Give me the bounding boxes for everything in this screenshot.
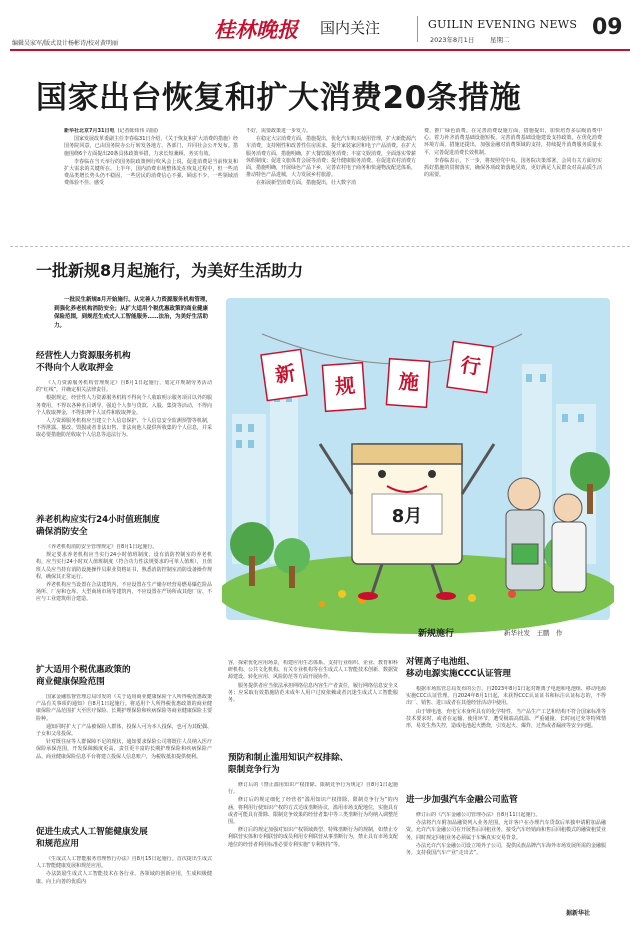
middle-column-text bbox=[228, 660, 398, 750]
banner-char-4: 行 bbox=[459, 352, 483, 380]
section-heading-7-line1: 进一步加强汽车金融公司监管 bbox=[406, 795, 518, 805]
section-body-4-p0: 《生成式人工智能服务管理暂行办法》自8月15日起施行。首次提出生成式人工智能健康发展和规范应用。 bbox=[36, 856, 212, 870]
section-heading-6 bbox=[406, 656, 606, 680]
section-body-1-p2: 人力资源服务机构应当建立个人信息保护、个人信息安全监测预警等机制，不得泄露、篡改、毁损或者非法出售、非法向他人提供所收集的个人信息，并采取必要措施防范收取个人信息等违法行为。 bbox=[36, 418, 212, 439]
section-name: 国内关注 bbox=[320, 19, 381, 37]
editors-line: 编辑吴家军/版式设计杨彬诗/校对黄明丽 bbox=[12, 40, 119, 47]
middle-column-p1: 服务提供者应当依法承担网络信息内容生产者责任，履行网络信息安全义务；应采取有效措施防范未成年人用户过度依赖或者沉迷生成式人工智能服务。 bbox=[228, 682, 398, 704]
section-heading-4 bbox=[36, 826, 216, 850]
article1-col3 bbox=[424, 128, 602, 240]
section-body-7-p2: 办法允许汽车金融公司设立境外子公司，提供民族品牌汽车海外市场发展所需的金融服务，支持我国汽车产业“走出去”。 bbox=[406, 842, 606, 857]
section-heading-2-line2: 确保消防安全 bbox=[36, 527, 88, 537]
section-heading-1-line2: 不得向个人收取押金 bbox=[36, 363, 114, 373]
article1-col2-p0: 不好，需要政策进一步发力。 bbox=[246, 128, 312, 134]
section-body-6 bbox=[406, 686, 606, 792]
section-heading-5 bbox=[228, 752, 404, 776]
section-heading-3-line1: 扩大适用个税优惠政策的 bbox=[36, 665, 131, 675]
section-body-6-p1: 由于锂电池、充电宝本身所具有的化学特性，当产品生产工艺和结构不符合国家标准等技术要求时，或者在运输、使用环节，遭受极端高低温、严重碰撞、长时间过充等特殊情形，易发生热失控，造成电池起火燃烧，引发起火、爆炸，过热或者漏液等安全问题。 bbox=[406, 708, 606, 730]
section-body-3-p0: 国家金融监督管理总局印发的《关于适用商业健康保险个人所得税优惠政策产品有关事项的通知》自8月1日起施行。将适用个人所得税优惠政策的商业健康保险产品范围扩大至医疗保险、长期护理保险和疾病保险等商业健康保险主要险种。 bbox=[36, 694, 212, 722]
illustration bbox=[222, 294, 614, 649]
section-body-1-p0: 《人力资源服务机构管理规定》自8月1日起施行，划定并规制劳务活动的“红线”，并确定相关法律责任。 bbox=[36, 380, 212, 394]
section-body-2-p2: 养老机构应当设置在合法建筑内，不应设置在生产储存经营易燃易爆危险品场所、厂房和仓库、大型商场市场等建筑内，不应设置在严场所或其他厂房、不应与工业建筑组合建造。 bbox=[36, 582, 212, 603]
section-heading-7 bbox=[406, 794, 606, 806]
issue-date: 2023年8月1日 bbox=[430, 36, 475, 44]
section-body-7 bbox=[406, 812, 606, 908]
calendar-month: 8月 bbox=[391, 506, 423, 527]
section-body-3-p2: 针对既往症等人群保障不足的现状，通知要求保险公司将既往人员纳入医疗保险承保范围，开发保障额度更高、责任更丰富的长期护理保险和疾病保险产品。商业健康保险信息平台将建立投保人信息账户，为税收抵扣提供便利。 bbox=[36, 739, 212, 760]
article2-lead: 一批民生新规8月开始施行。从完善人力资源服务机构管理，到强化养老机构消防安全；从扩大适用个税优惠政策的商业健康保险范围，到规范生成式人工智能服务……法治，为美好生活助力。 bbox=[54, 297, 211, 329]
masthead-divider bbox=[417, 16, 418, 42]
section-heading-6-line2: 移动电源实施CCC认证管理 bbox=[406, 669, 511, 679]
illustration-credit: 新华社发 王鹏 作 bbox=[504, 629, 563, 637]
illustration-caption: 新规施行 bbox=[418, 629, 455, 639]
section-body-4 bbox=[36, 856, 212, 918]
page-number: 09 bbox=[592, 15, 623, 40]
paper-english-name: GUILIN EVENING NEWS bbox=[428, 18, 578, 31]
section-body-5-p1: 修订后的规定细化了经营者“滥用知识产权排除、限制竞争行为”的内涵，将利用行使知识产权的方式达成垄断协议，滥用市场支配地位，实施具有或者可能具有排除、限制竞争效果的经营者集中等三类垄断行为均纳入调整范围。 bbox=[228, 797, 398, 826]
article1-col1 bbox=[64, 128, 238, 240]
article1-col2-p2: 在拓展新型消费方面，措施提出，壮大数字消 bbox=[256, 180, 357, 187]
section-body-1-p1: 根据规定，经营性人力资源服务机构不得向个人收取明示服务项目以外的服务费用，不得以各种名目诱导、强迫个人参与贷款、入股、集资等活动，不得向个人收取押金，不得扣押个人证件和收取押金。 bbox=[36, 395, 212, 416]
article1-col3-p0: 费，推广绿色消费。在完善消费设施方面，措施提出，加快培育多层级消费中心，着力补齐消费基础设施短板，完善消费基础设施建设支持政策。在优化消费环境方面，措施还提出，加强金融对消费领域的支持，持续提升消费服务质量水平，完善促进消费长效机制。 bbox=[424, 128, 602, 156]
banner-char-2: 规 bbox=[334, 373, 356, 399]
section-body-7-p0: 修订后的《汽车金融公司管理办法》自8月11日起施行。 bbox=[416, 812, 541, 818]
banner-char-1: 新 bbox=[273, 360, 297, 388]
section-body-2-p0: 《养老机构消防安全管理规定》自8月1日起施行。 bbox=[46, 544, 158, 550]
section-heading-6-line1: 对锂离子电池组、 bbox=[406, 657, 475, 667]
article1-dateline: 新华社北京7月31日电 bbox=[64, 128, 115, 134]
article1-col1-p1: 李春临在当天举行的国务院政策例行吹风会上说，促进消费是当前恢复和扩大需求的关键所在。上半年，国内消费市场整体处在恢复过程中，但一些消费品类增长势头仍不稳固，一些居民的消费信心不强、顾虑不少，一些领域消费体验不佳、感受 bbox=[64, 158, 238, 187]
article1-byline: (记者陈炜伟 周圆) bbox=[117, 128, 158, 134]
section-body-3-p1: 通知同时扩大了产品被保险人群体，投保人可为本人投保，也可为其配偶、子女和父母投保。 bbox=[36, 723, 212, 738]
banner-char-3: 施 bbox=[398, 369, 420, 395]
article1-col3-p1: 李春临表示，下一步，将按照党中央、国务院决策部署，会同有关方面切实抓好措施的贯彻落实，确保各项政策落地见效，更好满足人民群众对高品质生活的需要。 bbox=[424, 157, 602, 179]
section-body-1 bbox=[36, 380, 212, 512]
masthead bbox=[0, 0, 640, 56]
section-body-2-p1: 规定要求养老机构应当实行24小时值班制度，设有消防控制室的养老机构，应当实行24小时双人值班制度（符合功力性法规要求的可单人值班），且值班人员应当持有消防设施操作员职业资格证书，熟悉消防控制室消防设备操作规程，确保其正常运行。 bbox=[36, 552, 212, 580]
article1-col2 bbox=[246, 128, 416, 240]
article1-col1-p0: 国家发展改革委副主任李春临31日介绍，《关于恢复和扩大消费的措施》经国务院同意，已由国务院办公厅转发各地方、各部门，并同社会公开发布。措施围绕6个方面提出20条具体政策举措，力求长短兼顾、务实有效。 bbox=[64, 136, 238, 157]
section-body-4-p1: 办法鼓励生成式人工智能技术在各行业、各领域的创新应用，生成积极健康、向上向善的优质内 bbox=[36, 871, 212, 885]
section-body-5-p0: 修订后的《禁止滥用知识产权排除、限制竞争行为规定》自8月1日起施行。 bbox=[228, 782, 398, 796]
section-heading-4-line1: 促进生成式人工智能健康发展 bbox=[36, 827, 148, 837]
section-body-5 bbox=[228, 782, 398, 918]
section-heading-1-line1: 经营性人力资源服务机构 bbox=[36, 351, 131, 361]
section-body-3 bbox=[36, 694, 212, 824]
article1-col2-p1: 在稳定大宗消费方面，措施提出，优化汽车购买使用管理，扩大新能源汽车消费，支持刚性和改善性住房需求，提升家装家居和电子产品消费。在扩大服务消费方面，措施明确，扩大餐饮服务消费；丰富文娱消费，全面落实带薪休假制度；促进文旅体育会展等消费；提升健康服务消费。在促进农村消费方面，措施明确，开展绿色产品下乡，完善农村电子商务和快递物流配送体系，推动特色产品进城，大力发展乡村旅游。 bbox=[246, 136, 416, 179]
section-body-7-p1: 办法将汽车附加品融资列入业务范围，允许客户在办理汽车贷款后单独申请附加品融资。允许汽车金融公司在开展售后回租业务，接受汽车经销商和售后回租模式的融资租赁业务，同时规定回租业务必须属于车辆真实交易背景。 bbox=[406, 820, 606, 841]
section-heading-5-line2: 限制竞争行为 bbox=[228, 765, 280, 775]
section-body-6-p0: 根据市场监管总局发布的公告，自2023年8月1日起对锂离子电池和电池组、移动电源实施CCC认证管理。自2024年8月1日起，未获得CCC认证证书和标注认证标志的，不得出厂、销售、进口或者在其他经营活动中使用。 bbox=[406, 686, 606, 707]
article2-headline: 一批新规8月起施行，为美好生活助力 bbox=[36, 261, 304, 280]
middle-column-p0: 容，探索优化应用场景，构建应用生态体系。支持行业组织、企业、教育和科研机构、公共文化机构、有关专业机构等在生成式人工智能技术创新、数据资源建设、转化应用、风险防范等方面开展协作。 bbox=[228, 660, 398, 681]
section-heading-4-line2: 和规范应用 bbox=[36, 839, 79, 849]
section-heading-3-line2: 商业健康保险范围 bbox=[36, 677, 105, 687]
section-body-2 bbox=[36, 544, 212, 660]
issue-weekday: 星期二 bbox=[490, 36, 510, 44]
paper-name: 桂林晚报 bbox=[214, 17, 298, 42]
section-heading-3 bbox=[36, 664, 216, 688]
section-heading-5-line1: 预防和制止滥用知识产权排除、 bbox=[228, 753, 349, 763]
article2-source: 据新华社 bbox=[566, 910, 591, 917]
article1-headline: 国家出台恢复和扩大消费20条措施 bbox=[36, 80, 522, 116]
article-separator bbox=[10, 246, 630, 247]
section-heading-2 bbox=[36, 514, 216, 538]
section-heading-1 bbox=[36, 350, 216, 374]
section-heading-2-line1: 养老机构应实行24小时值班制度 bbox=[36, 515, 160, 525]
illustration-art bbox=[222, 294, 614, 649]
masthead-rule bbox=[10, 49, 630, 51]
section-body-5-p2: 修订后的规定加强对知识产权领域典型、特殊垄断行为的规制，如禁止专利联营实体和专利联营的成员利用专利联营从事垄断行为，禁止具有市场支配地位的经营者利用标准必要专利实施“专利挟持”等。 bbox=[228, 827, 398, 848]
